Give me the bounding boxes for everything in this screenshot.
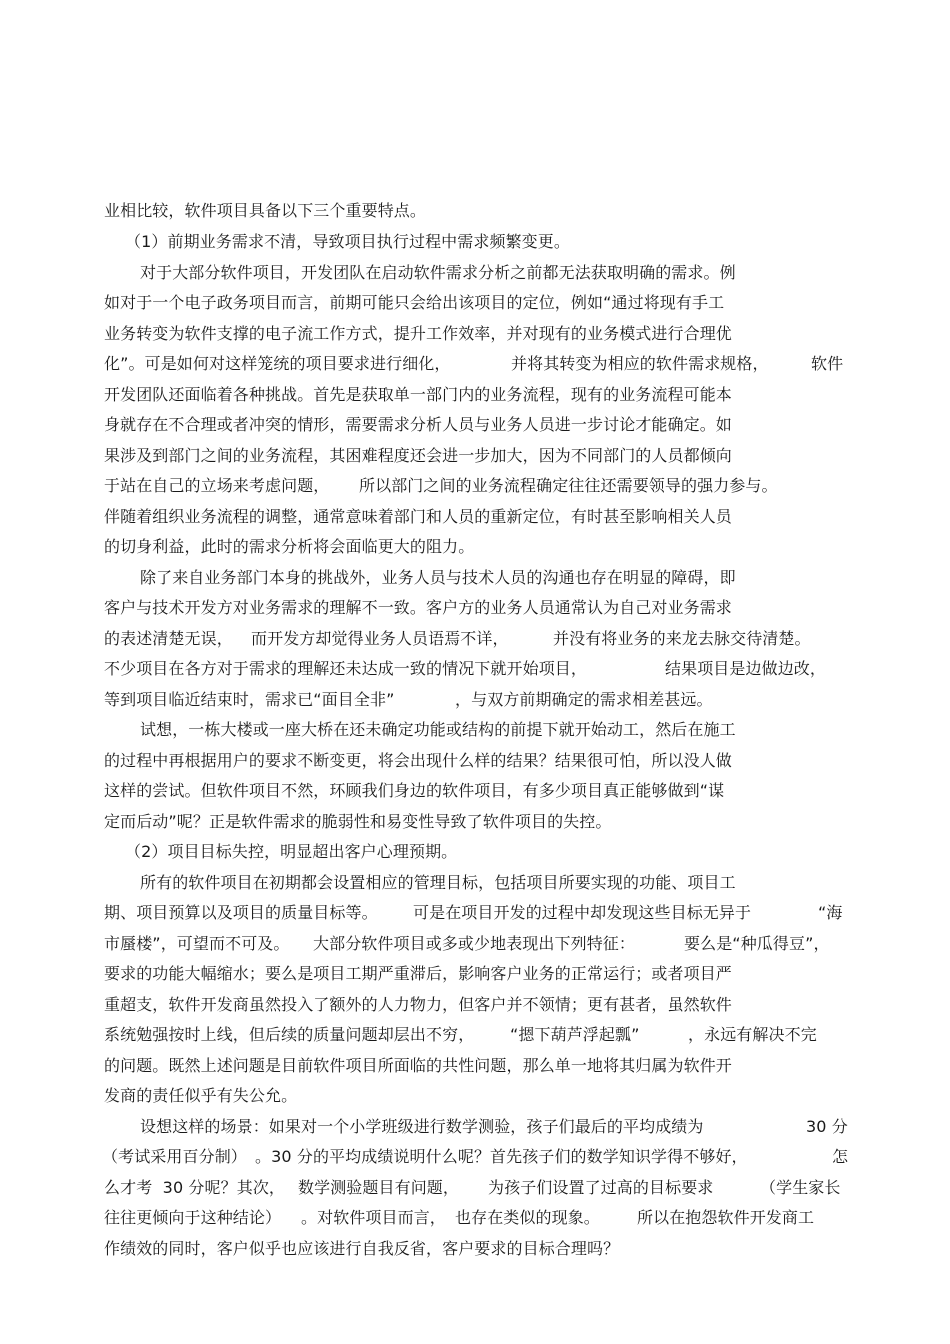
text-line: 也存在类似的现象。: [455, 1208, 600, 1227]
text-line: 并没有将业务的来龙去脉交待清楚。: [553, 629, 811, 648]
text-line: “摁下葫芦浮起瓢”: [510, 1025, 640, 1044]
text-line: 。30 分的平均成绩说明什么呢？首先孩子们的数学知识学得不够好，: [255, 1147, 748, 1166]
text-line: 结果项目是边做边改，: [665, 659, 827, 678]
text-line: 开发团队还面临着各种挑战。首先是获取单一部门内的业务流程，现有的业务流程可能本: [104, 385, 732, 404]
text-line: 所以部门之间的业务流程确定往往还需要领导的强力参与。: [359, 476, 778, 495]
text-line: 伴随着组织业务流程的调整，通常意味着部门和人员的重新定位，有时甚至影响相关人员: [104, 507, 732, 526]
text-line: ，与双方前期确定的需求相差甚远。: [455, 690, 713, 709]
text-line: （学生家长: [760, 1178, 841, 1197]
text-line: 大部分软件项目或多或少地表现出下列特征：: [313, 934, 636, 953]
text-line: 除了来自业务部门本身的挑战外，业务人员与技术人员的沟通也存在明显的障碍，即: [140, 568, 736, 587]
text-line: 的过程中再根据用户的要求不断变更，将会出现什么样的结果？结果很可怕，所以没人做: [104, 751, 732, 770]
text-line: 这样的尝试。但软件项目不然，环顾我们身边的软件项目，有多少项目真正能够做到“谋: [104, 781, 725, 800]
text-line: 系统勉强按时上线，但后续的质量问题却层出不穷，: [104, 1025, 475, 1044]
text-line: 设想这样的场景：如果对一个小学班级进行数学测验，孩子们最后的平均成绩为: [140, 1117, 704, 1136]
text-line: 客户与技术开发方对业务需求的理解不一致。客户方的业务人员通常认为自己对业务需求: [104, 598, 732, 617]
text-line: “海: [818, 903, 843, 922]
text-line: 业务转变为软件支撑的电子流工作方式，提升工作效率，并对现有的业务模式进行合理优: [104, 324, 732, 343]
text-line: ，永远有解决不完: [688, 1025, 817, 1044]
text-line: 所有的软件项目在初期都会设置相应的管理目标，包括项目所要实现的功能、项目工: [140, 873, 736, 892]
text-line: 期、项目预算以及项目的质量目标等。: [104, 903, 378, 922]
text-line: 试想，一栋大楼或一座大桥在还未确定功能或结构的前提下就开始动工，然后在施工: [140, 720, 736, 739]
text-line: 对于大部分软件项目，开发团队在启动软件需求分析之前都无法获取明确的需求。例: [140, 263, 736, 282]
text-line: 等到项目临近结束时，需求已“面目全非”: [104, 690, 395, 709]
text-line: 业相比较，软件项目具备以下三个重要特点。: [104, 201, 427, 220]
text-line: 数学测验题目有问题，: [298, 1178, 460, 1197]
text-line: 的问题。既然上述问题是目前软件项目所面临的共性问题，那么单一地将其归属为软件开: [104, 1056, 732, 1075]
text-line: 重超支，软件开发商虽然投入了额外的人力物力，但客户并不领情；更有甚者，虽然软件: [104, 995, 732, 1014]
text-line: 怎: [832, 1147, 849, 1166]
text-line: 定而后动”呢？正是软件需求的脆弱性和易变性导致了软件项目的失控。: [104, 812, 612, 831]
text-line: 果涉及到部门之间的业务流程，其困难程度还会进一步加大，因为不同部门的人员都倾向: [104, 446, 732, 465]
text-line: 往往更倾向于这种结论）: [104, 1208, 282, 1227]
text-line: 化”。可是如何对这样笼统的项目要求进行细化，: [104, 354, 451, 373]
text-line: 作绩效的同时，客户似乎也应该进行自我反省，客户要求的目标合理吗？: [104, 1239, 620, 1258]
text-line: （2）项目目标失控，明显超出客户心理预期。: [125, 842, 458, 861]
text-line: 。对软件项目而言，: [301, 1208, 446, 1227]
text-line: （1）前期业务需求不清，导致项目执行过程中需求频繁变更。: [125, 232, 570, 251]
text-line: 的切身利益，此时的需求分析将会面临更大的阻力。: [104, 537, 475, 556]
text-line: 可是在项目开发的过程中却发现这些目标无异于: [413, 903, 752, 922]
text-line: 市蜃楼”，可望而不可及。: [104, 934, 290, 953]
text-line: 于站在自己的立场来考虑问题，: [104, 476, 330, 495]
text-line: 要求的功能大幅缩水；要么是项目工期严重滞后，影响客户业务的正常运行；或者项目严: [104, 964, 732, 983]
text-line: 么才考 30 分呢？其次，: [104, 1178, 286, 1197]
text-line: 30 分: [806, 1117, 848, 1136]
text-line: 并将其转变为相应的软件需求规格，: [511, 354, 769, 373]
text-line: 的表述清楚无误，: [104, 629, 233, 648]
text-line: 身就存在不合理或者冲突的情形，需要需求分析人员与业务人员进一步讨论才能确定。如: [104, 415, 732, 434]
text-line: 发商的责任似乎有失公允。: [104, 1086, 298, 1105]
text-line: 所以在抱怨软件开发商工: [637, 1208, 815, 1227]
text-line: 如对于一个电子政务项目而言，前期可能只会给出该项目的定位，例如“通过将现有手工: [104, 293, 725, 312]
text-line: 要么是“种瓜得豆”，: [684, 934, 830, 953]
text-line: （考试采用百分制）: [102, 1147, 247, 1166]
text-line: 为孩子们设置了过高的目标要求: [488, 1178, 714, 1197]
text-line: 软件: [811, 354, 844, 373]
text-line: 不少项目在各方对于需求的理解还未达成一致的情况下就开始项目，: [104, 659, 588, 678]
text-line: 而开发方却觉得业务人员语焉不详，: [251, 629, 509, 648]
